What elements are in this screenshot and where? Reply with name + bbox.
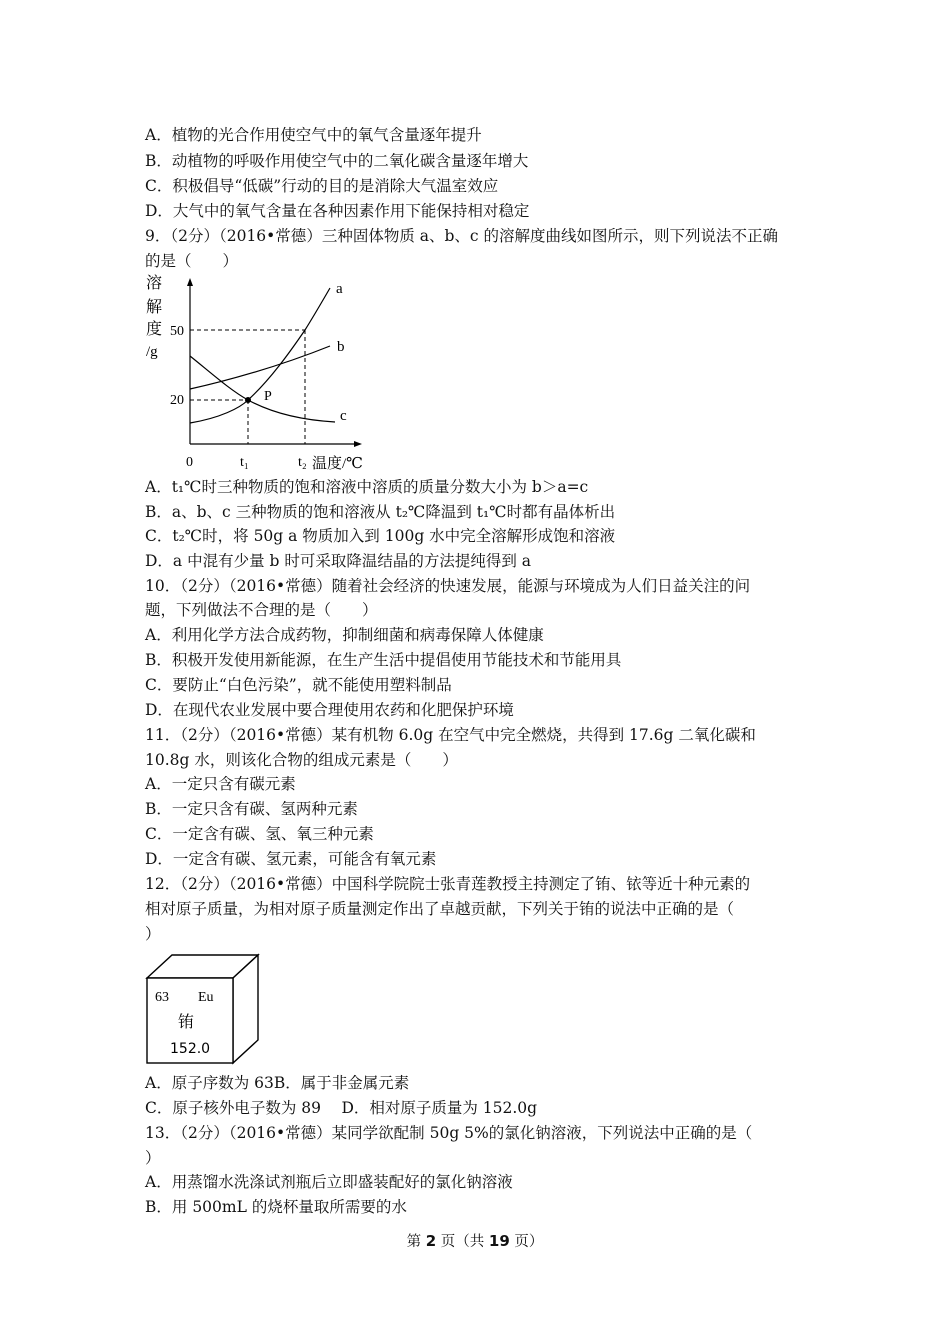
text-line-q12c: ） [145,925,161,943]
text-line-q12b: 相对原子质量，为相对原子质量测定作出了卓越贡献，下列关于铕的说法中正确的是（ [145,900,735,918]
text-line-l2: B．动植物的呼吸作用使空气中的二氧化碳含量逐年增大 [145,152,529,170]
text-line-o10b: B．积极开发使用新能源，在生产生活中提倡使用节能技术和节能用具 [145,651,622,669]
text-line-o11c: C．一定含有碳、氢、氧三种元素 [145,825,374,843]
footer-page-number: 2 [425,1232,437,1250]
text-line-l1: A．植物的光合作用使空气中的氧气含量逐年提升 [145,126,482,144]
text-line-o11d: D．一定含有碳、氢元素，可能含有氧元素 [145,850,437,868]
y-axis-arrow [187,278,193,286]
curve-b [190,346,330,389]
curve-c [190,356,335,422]
text-line-q10a: 10．（2分）（2016•常德）随着社会经济的快速发展，能源与环境成为人们日益关注的问 [145,577,751,595]
curve-a [190,288,330,423]
text-line-o13a: A．用蒸馏水洗涤试剂瓶后立即盛装配好的氯化钠溶液 [145,1173,513,1191]
curve-label-a: a [336,281,343,297]
y-tick-20: 20 [170,393,184,408]
solubility-curve-figure [140,272,380,472]
text-line-o9b: B．a、b、c 三种物质的饱和溶液从 t₂℃降温到 t₁℃时都有晶体析出 [145,503,616,521]
footer-pre: 第 [406,1234,422,1250]
text-line-q12a: 12．（2分）（2016•常德）中国科学院院士张青莲教授主持测定了铕、铱等近十种元素的 [145,875,751,893]
text-line-l3: C．积极倡导“低碳”行动的目的是消除大气温室效应 [145,177,499,195]
element-number: 63 [155,990,169,1005]
text-line-o12cd: C．原子核外电子数为 89 D．相对原子质量为 152.0g [145,1099,538,1117]
text-line-o13b: B．用 500mL 的烧杯量取所需要的水 [145,1198,407,1216]
text-line-q9a: 9．（2分）（2016•常德）三种固体物质 a、b、c 的溶解度曲线如图所示，则下列说法不正确 [145,227,779,245]
footer-mid: 页（共 [440,1234,485,1250]
point-p-marker [245,397,251,403]
text-line-q11b: 10.8g 水，则该化合物的组成元素是（ ） [145,751,458,769]
point-p-label: P [264,389,272,404]
element-name: 铕 [178,1014,195,1031]
curve-label-c: c [340,408,347,424]
text-line-o10a: A．利用化学方法合成药物，抑制细菌和病毒保障人体健康 [145,626,544,644]
footer-post: 页） [514,1234,544,1250]
page-footer [0,1230,950,1251]
ylabel-char-4: /g [146,344,158,360]
element-symbol: Eu [198,990,214,1005]
origin-label: 0 [186,455,193,470]
element-mass: 152.0 [170,1041,211,1057]
text-line-o10c: C．要防止“白色污染”，就不能使用塑料制品 [145,676,452,694]
text-line-q11a: 11．（2分）（2016•常德）某有机物 6.0g 在空气中完全燃烧，共得到 17.6g 二氧化碳和 [145,726,756,744]
ylabel-char-3: 度 [146,321,163,338]
footer-total-pages: 19 [488,1232,510,1250]
text-line-o9c: C．t₂℃时，将 50g a 物质加入到 100g 水中完全溶解形成饱和溶液 [145,527,616,545]
text-line-o11a: A．一定只含有碳元素 [145,775,296,793]
text-line-o9d: D．a 中混有少量 b 时可采取降温结晶的方法提纯得到 a [145,552,532,570]
text-line-o12ab: A．原子序数为 63B．属于非金属元素 [145,1074,410,1092]
x-axis-label: 温度/℃ [312,456,363,472]
text-line-q10b: 题，下列做法不合理的是（ ） [145,601,378,619]
text-line-l4: D．大气中的氧气含量在各种因素作用下能保持相对稳定 [145,202,530,220]
x-tick-t1: t₁ [240,455,249,470]
text-line-q13b: ） [145,1149,161,1167]
element-cube-figure [140,950,266,1068]
x-tick-t2: t₂ [298,455,307,470]
text-line-q9b: 的是（ ） [145,252,239,270]
x-axis-arrow [354,441,362,447]
text-line-q13a: 13．（2分）（2016•常德）某同学欲配制 50g 5%的氯化钠溶液，下列说法中正确的是（ [145,1124,753,1142]
text-line-o9a: A．t₁℃时三种物质的饱和溶液中溶质的质量分数大小为 b＞a=c [145,478,589,496]
text-line-o11b: B．一定只含有碳、氢两种元素 [145,800,358,818]
y-tick-50: 50 [170,324,184,339]
curve-label-b: b [337,339,345,355]
text-line-o10d: D．在现代农业发展中要合理使用农药和化肥保护环境 [145,701,514,719]
ylabel-char-1: 溶 [146,275,163,292]
ylabel-char-2: 解 [146,299,163,316]
